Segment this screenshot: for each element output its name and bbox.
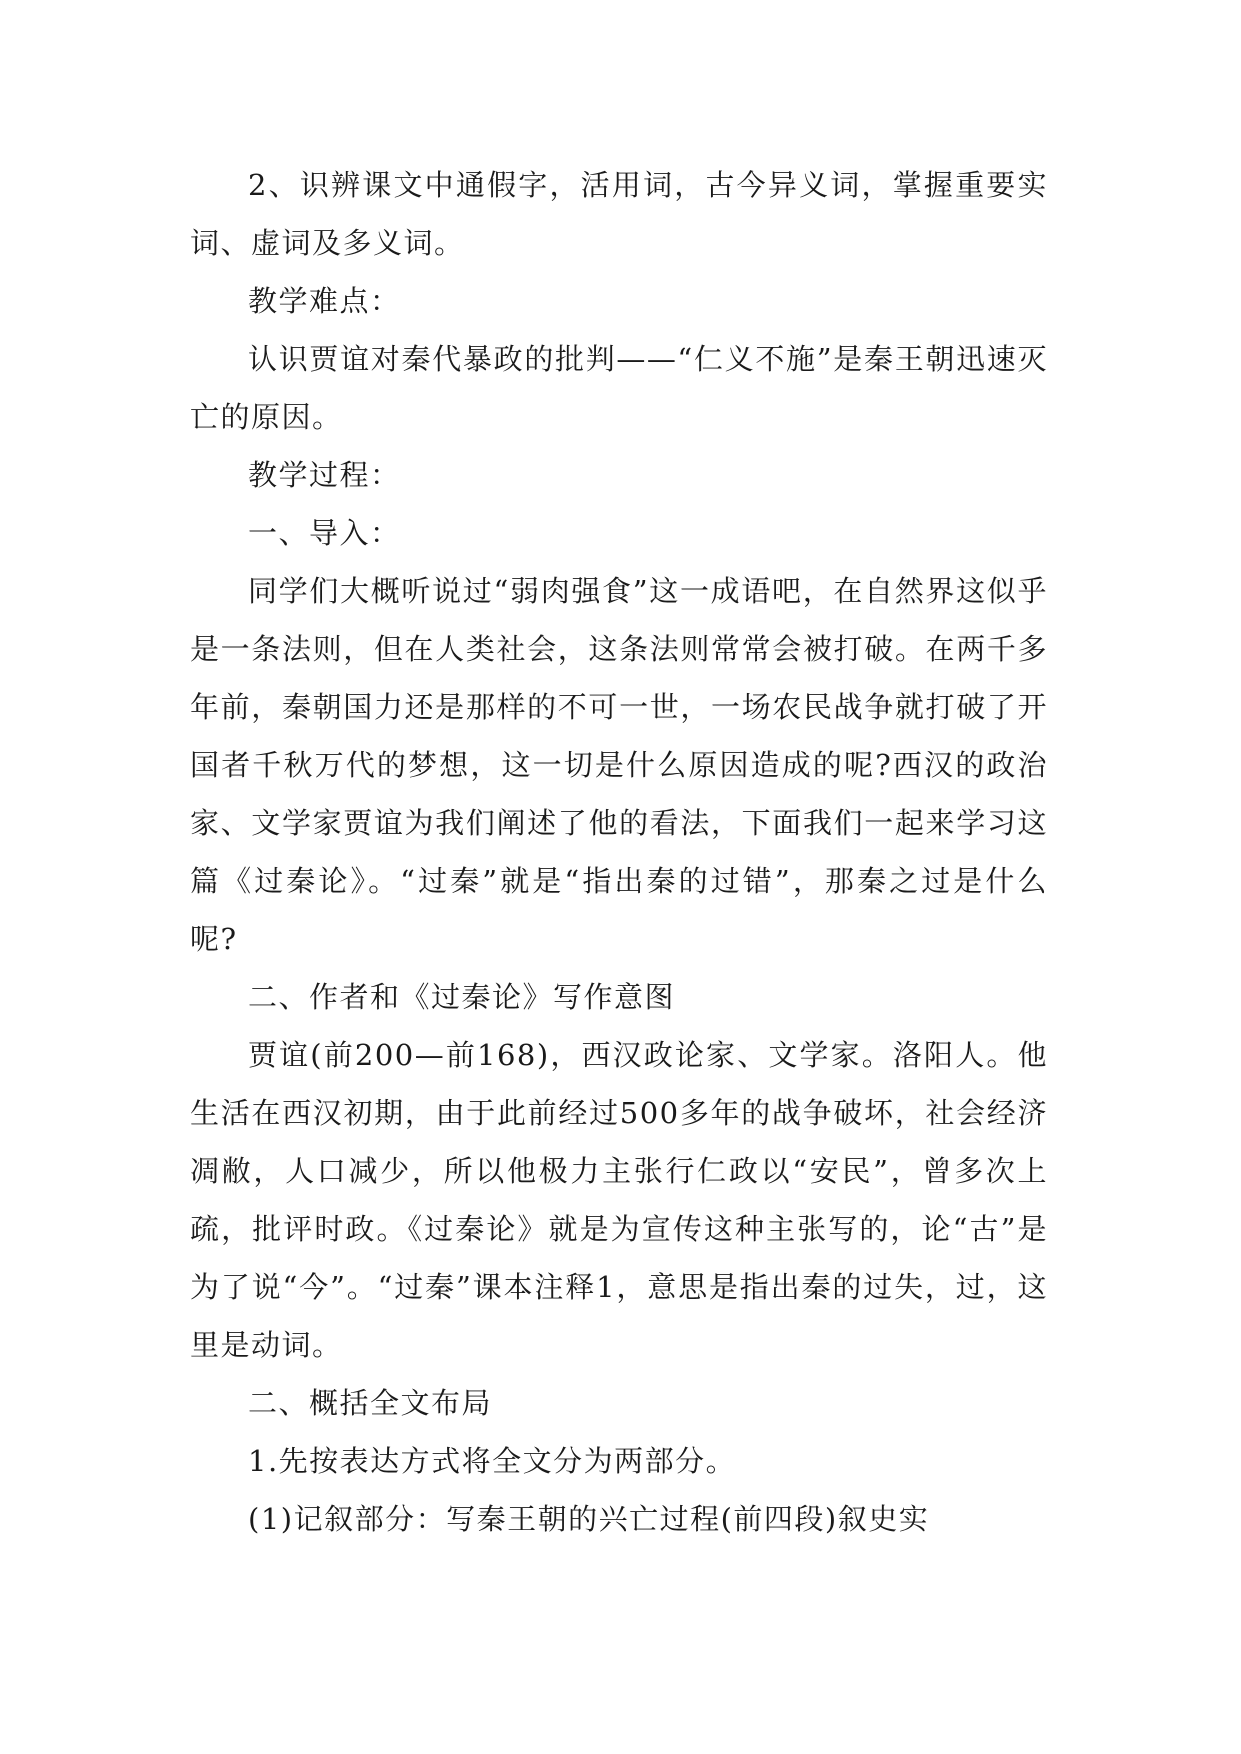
paragraph-narrative-part: (1)记叙部分：写秦王朝的兴亡过程(前四段)叙史实: [248, 1502, 930, 1536]
paragraph-introduction: 同学们大概听说过“弱肉强食”这一成语吧，在自然界这似乎是一条法则，但在人类社会，这条法则常常会被打破。在两千多年前，秦朝国力还是那样的不可一世，一场农民战争就打破了开国者千秋万代的梦想，这一切是什么原因造成的呢?西汉的政治家、文学家贾谊为我们阐述了他的看法，下面我们一起来学习这篇《过秦论》。“过秦”就是“指出秦的过错”，那秦之过是什么呢?: [190, 574, 1048, 956]
paragraph-objective-2: 2、识辨课文中通假字，活用词，古今异义词，掌握重要实词、虚词及多义词。: [190, 168, 1048, 260]
heading-teaching-process: 教学过程：: [248, 458, 401, 492]
paragraph-author-bio: 贾谊(前200—前168)，西汉政论家、文学家。洛阳人。他生活在西汉初期，由于此前经过500多年的战争破坏，社会经济凋敝，人口减少，所以他极力主张行仁政以“安民”，曾多次上疏，批评时政。《过秦论》就是为宣传这种主张写的，论“古”是为了说“今”。“过秦”课本注释1，意思是指出秦的过失，过，这里是动词。: [190, 1038, 1048, 1362]
document-body: [190, 156, 1048, 1548]
heading-introduction: 一、导入：: [248, 516, 401, 550]
paragraph-difficulty-detail: 认识贾谊对秦代暴政的批判——“仁义不施”是秦王朝迅速灭亡的原因。: [190, 342, 1048, 434]
heading-teaching-difficulty: 教学难点：: [248, 284, 401, 318]
heading-structure-summary: 二、概括全文布局: [248, 1386, 493, 1420]
heading-author-intent: 二、作者和《过秦论》写作意图: [248, 980, 676, 1014]
paragraph-structure-step-1: 1.先按表达方式将全文分为两部分。: [248, 1444, 737, 1478]
